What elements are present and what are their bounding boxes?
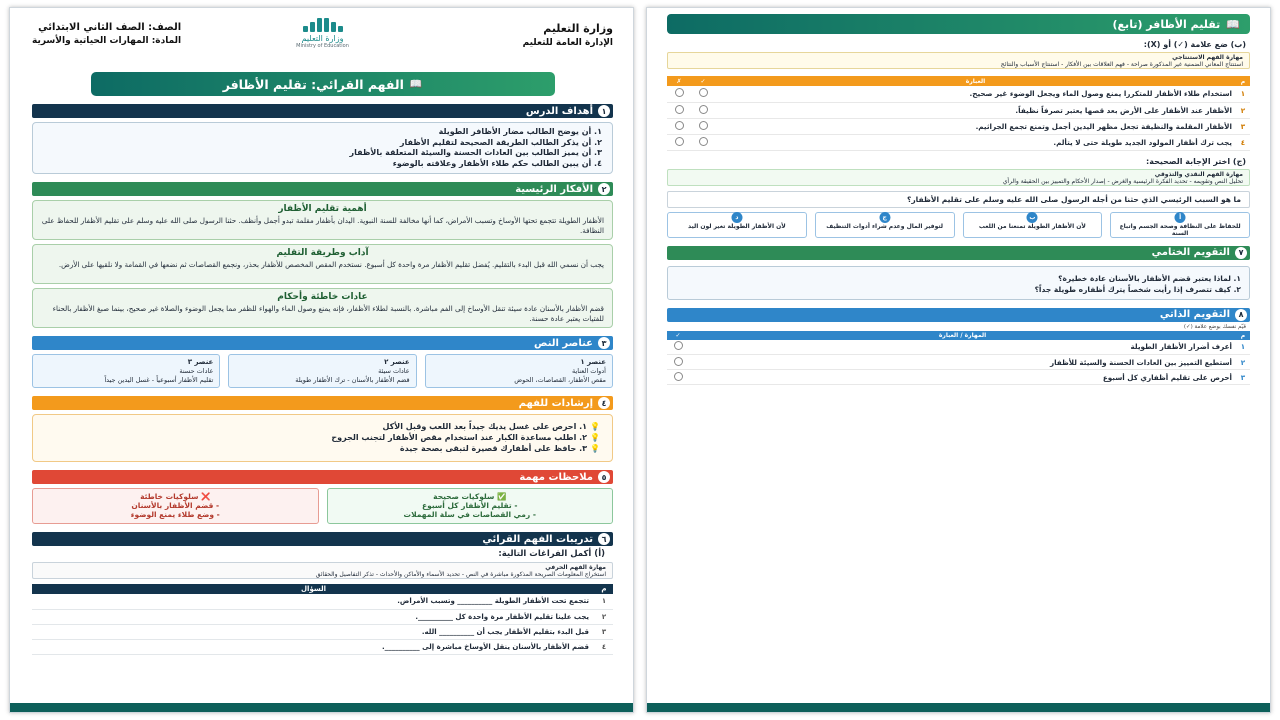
section-notes-header: ٥ ملاحظات مهمة — [32, 470, 613, 484]
table-row: ٢ الأظفار عند الأظفار على الأرض بعد قصها يعتبر تصرفاً نظيفاً. — [667, 102, 1250, 118]
table-row[interactable]: ١ تتجمع تحت الأظفار الطويلة __________ وتسبب الأمراض. — [32, 594, 613, 609]
tips-box — [32, 414, 613, 462]
lightbulb-icon: 💡 — [590, 444, 600, 453]
table-row: ٢ أستطيع التمييز بين العادات الحسنة والسيئة للأظفار — [667, 355, 1250, 370]
table-row[interactable]: ٤ قضم الأظفار بالأسنان ينقل الأوساخ مباشرة إلى __________. — [32, 639, 613, 654]
false-radio[interactable] — [675, 137, 684, 146]
goals-box — [32, 122, 613, 174]
fill-blank-table: م السؤال ١ تتجمع تحت الأظفار الطويلة __________ وتسبب الأمراض. ٢ يجب علينا تقليم الأظفار مرة واحدة كل __________. ٣ قبل البدء بتقليم الأظفار يجب أن __________ الله. ٤ قضم الأظفار بالأسنان ينقل الأوساخ مباشرة إلى __________. — [32, 584, 613, 655]
page-footer-bar — [10, 703, 633, 712]
skill-note: مهارة الفهم الاستنتاجي استنتاج المعاني الضمنية غير المذكورة صراحة - فهم العلاقات بين الأفكار - استنتاج الأسباب والنتائج — [667, 52, 1250, 69]
true-false-label: (ب) ضع علامة (✓) أو (X): — [1143, 40, 1246, 49]
subject-label: المادة: المهارات الحياتية والأسرية — [32, 36, 182, 46]
tip-item: 💡٢. اطلب مساعدة الكبار عند استخدام مقص الأظفار لتجنب الجروح — [331, 433, 600, 442]
false-radio[interactable] — [675, 105, 684, 114]
mcq-option[interactable]: أ للحفاظ على النظافة وصحة الجسم واتباع السنة — [1110, 212, 1250, 238]
table-row[interactable]: ٢ يجب علينا تقليم الأظفار مرة واحدة كل __________. — [32, 609, 613, 624]
page-title: 📖 الفهم القرائي: تقليم الأظافر — [91, 72, 555, 96]
table-row: ٤ يجب ترك أظفار المولود الجديد طويلة حتى لا يتألم. — [667, 134, 1250, 150]
true-radio[interactable] — [699, 88, 708, 97]
directorate-name: الإدارة العامة للتعليم — [522, 38, 613, 48]
correct-behaviors-card: ✅ سلوكيات صحيحة - تقليم الأظفار كل أسبوع - رمي القصاصات في سلة المهملات — [327, 488, 614, 524]
ministry-logo: وزارة التعليم Ministry of Education — [283, 16, 363, 49]
idea-card: أهمية تقليم الأظفار الأظفار الطويلة تتجمع تحتها الأوساخ وتسبب الأمراض، كما أنها مخالفة للسنة النبوية. اليدان بأظفار مقلمة تبدو أجمل وأنظف. حثنا الرسول صلى الله عليه وسلم على تقليم الأظفار للحفاظ على النظافة. — [32, 200, 613, 240]
section-tips-header: ٤ إرشادات للفهم — [32, 396, 613, 410]
book-icon: 📖 — [409, 78, 423, 90]
mcq-option[interactable]: د لأن الأظفار الطويلة تغير لون اليد — [667, 212, 807, 238]
check-radio[interactable] — [674, 372, 683, 381]
worksheet-page-1 — [9, 7, 634, 713]
section-elements-header: ٣ عناصر النص — [32, 336, 613, 350]
skill-note: مهارة الفهم النقدي والتذوقي تحليل النص وتقويمه - تحديد الفكرة الرئيسية والغرض - إصدار الأحكام والتمييز بين الحقيقة والرأي — [667, 169, 1250, 186]
page-footer-bar — [647, 703, 1270, 712]
check-radio[interactable] — [674, 357, 683, 366]
section-self-header: ٨ التقويم الذاتي — [667, 308, 1250, 322]
idea-card: آداب وطريقة التقليم يجب أن نسمي الله قبل البدء بالتقليم. يُفضل تقليم الأظفار مرة واحدة كل أسبوع. نستخدم المقص المخصص للأظفار بحذر، ونجمع القصاصات ثم نضعها في القمامة ولا نلقيها على الأرض. — [32, 244, 613, 284]
idea-card: عادات خاطئة وأحكام قضم الأظفار بالأسنان عادة سيئة تنقل الأوساخ إلى الفم مباشرة. بالنسبة لطلاء الأظفار، فإنه يمنع وصول الماء والهواء للظفر مما يجعل الوضوء والصلاة غير صحيح، بينما صبغ الأظفار بالحناء للفتيات يعتبر عادة حسنة. — [32, 288, 613, 328]
table-row: ١ استخدام طلاء الأظفار للمتكررا يمنع وصول الماء ويجعل الوضوء غير صحيح. — [667, 86, 1250, 102]
true-radio[interactable] — [699, 105, 708, 114]
mcq-option[interactable]: ب لأن الأظفار الطويلة تمنعنا من اللعب — [963, 212, 1103, 238]
grade-label: الصف: الصف الثاني الابتدائي — [38, 22, 182, 33]
final-assessment-box: ١. لماذا يعتبر قضم الأظفار بالأسنان عادة خطيرة؟ ٢. كيف تتصرف إذا رأيت شخصاً يترك أظفاره طويلة جداً؟ — [667, 266, 1250, 300]
section-final-header: ٧ التقويم الختامي — [667, 246, 1250, 260]
goal-item: ٤. أن يبين الطالب حكم طلاء الأظفار وعلاقته بالوضوء — [392, 158, 602, 168]
book-icon: 📖 — [1226, 17, 1240, 31]
elements-row — [32, 354, 613, 388]
element-card: عنصر ٢ عادات سيئة قضم الأظفار بالأسنان - ترك الأظفار طويلة — [228, 354, 416, 388]
element-card: عنصر ١ أدوات العناية مقص الأظفار، القصاصات، الحوض — [425, 354, 613, 388]
true-radio[interactable] — [699, 121, 708, 130]
tip-item: 💡١. احرص على غسل يديك جيداً بعد اللعب وقبل الأكل — [382, 422, 600, 431]
element-card: عنصر ٣ عادات حسنة تقليم الأظفار أسبوعياً - غسل اليدين جيداً — [32, 354, 220, 388]
false-radio[interactable] — [675, 88, 684, 97]
goal-item: ٢. أن يذكر الطالب الطريقة الصحيحة لتقليم الأظفار — [399, 137, 602, 147]
check-radio[interactable] — [674, 341, 683, 350]
table-row: ٣ الأظفار المقلمة والنظيفة تجعل مظهر اليدين أجمل وتمنع تجمع الجراثيم. — [667, 118, 1250, 134]
section-drills-header: ٦ تدريبات الفهم القرائي — [32, 532, 613, 546]
section-ideas-header: ٢ الأفكار الرئيسية — [32, 182, 613, 196]
goal-item: ٣. أن يميز الطالب بين العادات الحسنة والسيئة المتعلقة بالأظفار — [349, 148, 602, 157]
mcq-question: ما هو السبب الرئيسي الذي حثنا من أجله الرسول صلى الله عليه وسلم على تقليم الأظفار؟ — [667, 191, 1250, 208]
true-radio[interactable] — [699, 137, 708, 146]
worksheet-page-2 — [646, 7, 1271, 713]
tip-item: 💡٣. حافظ على أظفارك قصيرة لتبقى بصحة جيدة — [399, 444, 600, 453]
self-assessment-note: قيّم نفسك بوضع علامة (✓) — [1183, 323, 1246, 330]
mcq-label: (ج) اختر الإجابة الصحيحة: — [1146, 156, 1246, 166]
goal-item: ١. أن يوضح الطالب مضار الأظافر الطويلة — [438, 127, 602, 136]
drill-subtitle: (أ) أكمل الفراغات التالية: — [498, 549, 605, 559]
table-row: ٣ أحرص على تقليم أظفاري كل أسبوع — [667, 370, 1250, 385]
table-row[interactable]: ٣ قبل البدء بتقليم الأظفار يجب أن __________ الله. — [32, 624, 613, 639]
lightbulb-icon: 💡 — [590, 422, 600, 431]
mcq-option[interactable]: ج لتوفير المال وعدم شراء أدوات التنظيف — [815, 212, 955, 238]
ministry-name: وزارة التعليم — [543, 22, 613, 35]
mcq-options — [667, 212, 1250, 238]
lightbulb-icon: 💡 — [590, 433, 600, 442]
page-header — [32, 14, 613, 66]
wrong-behaviors-card: ❌ سلوكيات خاطئة - قضم الأظفار بالأسنان - وضع طلاء يمنع الوضوء — [32, 488, 319, 524]
false-radio[interactable] — [675, 121, 684, 130]
section-goals-header: ١ أهداف الدرس — [32, 104, 613, 118]
table-row: ١ أعرف أضرار الأظفار الطويلة — [667, 340, 1250, 355]
true-false-table: م العبارة ✓ ✗ ١ استخدام طلاء الأظفار للمتكررا يمنع وصول الماء ويجعل الوضوء غير صحيح. ٢ الأظفار عند الأظفار على الأرض بعد قصها يعتبر تصرفاً نظيفاً. ٣ الأظفار المقلمة والنظيفة تجعل مظهر اليدين أجمل وتمنع تجمع الجراثيم. ٤ يجب ترك أظفار المولود الجديد طويلة حتى لا يتألم. — [667, 76, 1250, 151]
skill-note: مهارة الفهم الحرفي استخراج المعلومات الصريحة المذكورة مباشرة في النص - تحديد الأسماء والأماكن والأحداث - تذكر التفاصيل والحقائق — [32, 562, 613, 579]
continued-title: 📖 تقليم الأظافر (تابع) — [667, 14, 1250, 34]
notes-row — [32, 488, 613, 524]
self-assessment-table: م المهارة / العبارة ✓ ١ أعرف أضرار الأظفار الطويلة ٢ أستطيع التمييز بين العادات الحسنة والسيئة للأظفار ٣ أحرص على تقليم أظفاري كل أسبوع — [667, 331, 1250, 386]
